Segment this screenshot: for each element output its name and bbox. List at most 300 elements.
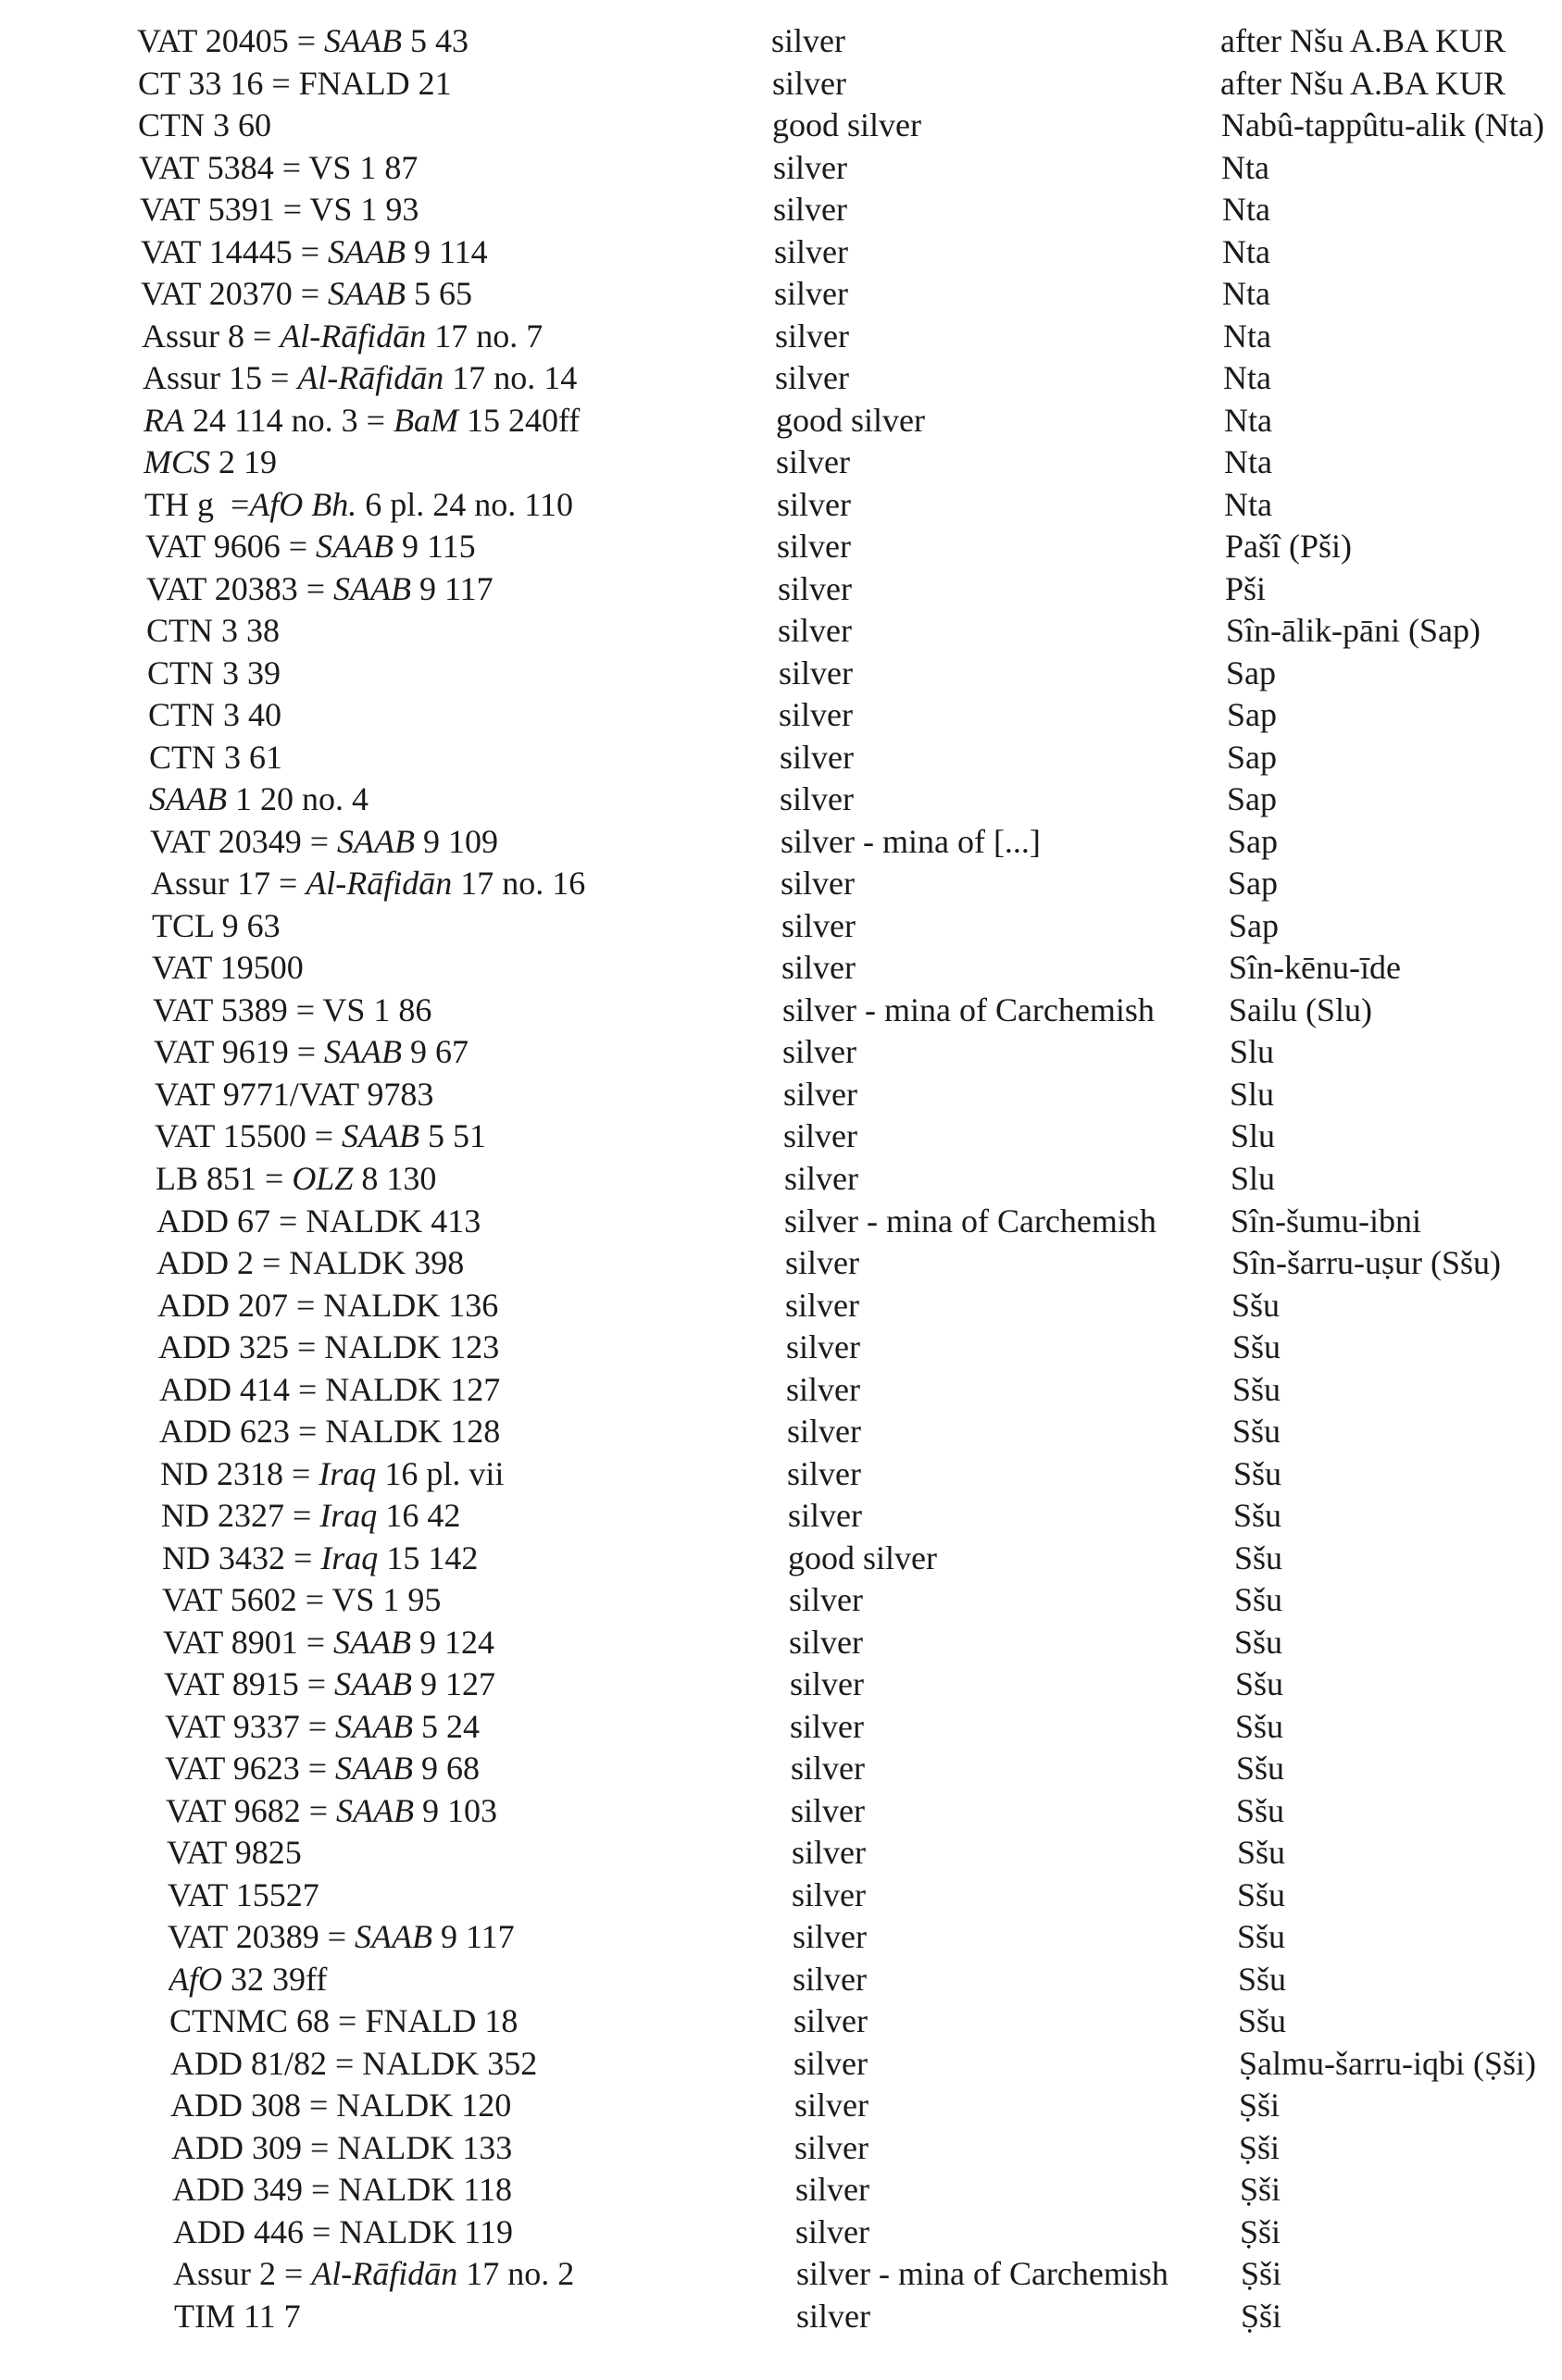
source-cell bbox=[165, 1706, 868, 1747]
eponym-cell: Nabû-tappûtu-alik (Nta) bbox=[1221, 106, 1544, 143]
eponym-cell: Sailu (Slu) bbox=[1229, 991, 1373, 1028]
metal-cell: silver bbox=[789, 1581, 863, 1618]
metal-cell: silver - mina of Carchemish bbox=[782, 991, 1155, 1028]
table-row bbox=[0, 1411, 1562, 1452]
source-text: 17 no. 7 bbox=[426, 318, 544, 355]
eponym-cell: Sap bbox=[1228, 823, 1278, 860]
source-text: VAT 9337 = bbox=[165, 1708, 336, 1745]
source-text: 9 124 bbox=[411, 1624, 494, 1661]
eponym-cell: Nta bbox=[1224, 486, 1272, 523]
metal-cell: silver bbox=[773, 149, 847, 186]
source-text: 5 43 bbox=[402, 22, 469, 59]
source-text: CTN 3 60 bbox=[138, 106, 271, 143]
metal-cell: silver bbox=[783, 1117, 857, 1154]
metal-cell: good silver bbox=[776, 402, 925, 439]
eponym-cell: Sšu bbox=[1232, 1328, 1281, 1365]
eponym-cell: Sšu bbox=[1237, 1834, 1286, 1871]
source-text: ADD 349 = NALDK 118 bbox=[172, 2171, 512, 2208]
source-cell bbox=[154, 1031, 857, 1072]
source-cell bbox=[153, 990, 856, 1030]
source-publication-italic: SAAB bbox=[324, 22, 402, 59]
metal-cell: silver bbox=[787, 1455, 861, 1492]
table-row bbox=[0, 1579, 1562, 1620]
source-text: VAT 15500 = bbox=[155, 1117, 343, 1154]
source-cell bbox=[164, 1664, 868, 1704]
metal-cell: silver bbox=[795, 2213, 869, 2250]
metal-cell: silver bbox=[793, 1918, 867, 1955]
metal-cell: silver bbox=[786, 1328, 860, 1365]
source-publication-italic: RA bbox=[144, 402, 184, 439]
table-row bbox=[0, 1158, 1562, 1199]
source-cell bbox=[166, 1790, 869, 1831]
eponym-cell: Slu bbox=[1230, 1033, 1275, 1070]
source-text: Assur 17 = bbox=[151, 865, 306, 902]
source-text: ADD 81/82 = NALDK 352 bbox=[170, 2045, 538, 2082]
table-row bbox=[0, 1916, 1562, 1957]
source-cell bbox=[152, 905, 856, 946]
source-text: 16 pl. vii bbox=[376, 1455, 505, 1492]
source-text: TCL 9 63 bbox=[152, 907, 281, 944]
eponym-cell: Sîn-ālik-pāni (Sap) bbox=[1226, 612, 1481, 649]
source-text: VAT 9682 = bbox=[166, 1792, 337, 1829]
source-text: ADD 325 = NALDK 123 bbox=[158, 1328, 500, 1365]
eponym-cell: Nta bbox=[1221, 149, 1269, 186]
source-cell bbox=[143, 357, 846, 398]
source-text: VAT 20405 = bbox=[137, 22, 325, 59]
eponym-cell: Pši bbox=[1225, 570, 1267, 607]
source-text: 17 no. 16 bbox=[452, 865, 586, 902]
source-text: CTNMC 68 = FNALD 18 bbox=[169, 2002, 519, 2039]
source-cell bbox=[156, 1158, 859, 1199]
metal-cell: silver bbox=[785, 1287, 859, 1324]
source-text: 16 42 bbox=[377, 1497, 461, 1534]
eponym-cell: Slu bbox=[1231, 1160, 1276, 1197]
table-row bbox=[0, 189, 1562, 230]
source-publication-italic: SAAB bbox=[333, 570, 411, 607]
source-publication-italic: Al-Rāfidān bbox=[311, 2255, 458, 2292]
eponym-cell: Ṣši bbox=[1240, 2213, 1281, 2250]
eponym-cell: Sap bbox=[1228, 865, 1278, 902]
eponym-cell: Nta bbox=[1222, 191, 1270, 228]
table-row bbox=[0, 2212, 1562, 2252]
source-cell bbox=[137, 20, 841, 61]
table-row bbox=[0, 442, 1562, 482]
source-text: VAT 14445 = bbox=[141, 233, 329, 270]
metal-cell: silver bbox=[781, 949, 856, 986]
source-cell bbox=[146, 610, 850, 651]
source-cell bbox=[168, 1875, 871, 1915]
source-text: 1 20 no. 4 bbox=[226, 780, 369, 817]
source-publication-italic: SAAB bbox=[334, 1665, 412, 1702]
eponym-cell: Sap bbox=[1227, 739, 1277, 776]
source-publication-italic: OLZ bbox=[292, 1160, 354, 1197]
eponym-cell: Sšu bbox=[1234, 1624, 1283, 1661]
source-text: VAT 9825 bbox=[167, 1834, 302, 1871]
table-row bbox=[0, 1706, 1562, 1747]
source-cell bbox=[149, 737, 853, 778]
source-cell bbox=[151, 863, 855, 903]
table-row bbox=[0, 568, 1562, 609]
source-publication-italic: Iraq bbox=[320, 1539, 379, 1576]
source-text: 5 65 bbox=[406, 275, 472, 312]
eponym-cell: Sšu bbox=[1236, 1792, 1285, 1829]
eponym-cell: Nta bbox=[1224, 402, 1272, 439]
table-row bbox=[0, 737, 1562, 778]
table-row bbox=[0, 2043, 1562, 2084]
source-cell bbox=[173, 2253, 877, 2294]
table-row bbox=[0, 1327, 1562, 1367]
table-row bbox=[0, 484, 1562, 525]
source-text: 9 127 bbox=[412, 1665, 495, 1702]
source-cell bbox=[140, 189, 843, 230]
source-cell bbox=[165, 1748, 868, 1788]
eponym-cell: Nta bbox=[1222, 275, 1270, 312]
source-text: ND 3432 = bbox=[162, 1539, 321, 1576]
source-cell bbox=[138, 105, 842, 145]
table-row bbox=[0, 1875, 1562, 1915]
eponym-cell: Sîn-kēnu-īde bbox=[1229, 949, 1401, 986]
source-text: VAT 5602 = VS 1 95 bbox=[162, 1581, 442, 1618]
table-row bbox=[0, 147, 1562, 188]
eponym-cell: Sap bbox=[1227, 696, 1277, 733]
table-row bbox=[0, 821, 1562, 862]
source-cell bbox=[172, 2169, 876, 2210]
table-row bbox=[0, 1369, 1562, 1410]
table-row bbox=[0, 2169, 1562, 2210]
source-cell bbox=[142, 316, 845, 356]
eponym-cell: Sšu bbox=[1233, 1455, 1282, 1492]
source-publication-italic: Iraq bbox=[319, 1497, 378, 1534]
metal-cell: silver bbox=[794, 2129, 868, 2166]
source-cell bbox=[155, 1115, 858, 1156]
source-text: 6 pl. 24 no. 110 bbox=[356, 486, 573, 523]
metal-cell: silver bbox=[785, 1244, 859, 1281]
eponym-cell: Ṣalmu-šarru-iqbi (Ṣši) bbox=[1239, 2045, 1536, 2082]
eponym-cell: Sšu bbox=[1235, 1708, 1284, 1745]
source-cell bbox=[174, 2296, 878, 2336]
metal-cell: silver bbox=[790, 1665, 864, 1702]
metal-cell: silver bbox=[780, 739, 854, 776]
metal-cell: silver bbox=[781, 865, 855, 902]
source-publication-italic: MCS bbox=[144, 443, 210, 480]
source-text: 15 142 bbox=[378, 1539, 479, 1576]
table-row bbox=[0, 1832, 1562, 1873]
metal-cell: silver bbox=[775, 359, 849, 396]
eponym-cell: Ṣši bbox=[1241, 2255, 1282, 2292]
source-text: 2 19 bbox=[210, 443, 277, 480]
source-text: ADD 623 = NALDK 128 bbox=[159, 1413, 501, 1450]
source-cell bbox=[159, 1411, 863, 1452]
eponym-cell: Sšu bbox=[1234, 1581, 1283, 1618]
source-text: VAT 20389 = bbox=[168, 1918, 356, 1955]
source-publication-italic: Al-Rāfidān bbox=[297, 359, 444, 396]
source-cell bbox=[141, 273, 844, 314]
source-text: CTN 3 38 bbox=[146, 612, 280, 649]
source-cell bbox=[158, 1327, 862, 1367]
source-cell bbox=[148, 694, 852, 735]
source-cell bbox=[161, 1495, 865, 1536]
table-row bbox=[0, 1790, 1562, 1831]
source-text: 9 114 bbox=[406, 233, 488, 270]
source-text: VAT 5384 = VS 1 87 bbox=[139, 149, 419, 186]
source-text: VAT 8915 = bbox=[164, 1665, 335, 1702]
source-cell bbox=[157, 1285, 861, 1326]
eponym-cell: Sap bbox=[1229, 907, 1279, 944]
metal-cell: silver bbox=[795, 2171, 869, 2208]
eponym-cell: Nta bbox=[1222, 233, 1270, 270]
metal-cell: silver bbox=[771, 22, 845, 59]
source-cell bbox=[145, 526, 849, 567]
source-publication-italic: SAAB bbox=[324, 1033, 402, 1070]
source-text: 17 no. 14 bbox=[444, 359, 578, 396]
source-text: 15 240ff bbox=[457, 402, 581, 439]
source-cell bbox=[163, 1622, 867, 1663]
source-text: LB 851 = bbox=[156, 1160, 293, 1197]
source-cell bbox=[144, 400, 847, 441]
source-text: ND 2318 = bbox=[160, 1455, 319, 1492]
eponym-cell: Nta bbox=[1224, 443, 1272, 480]
metal-cell: silver - mina of Carchemish bbox=[784, 1202, 1156, 1240]
source-text: VAT 19500 bbox=[152, 949, 304, 986]
source-cell bbox=[138, 63, 842, 104]
source-cell bbox=[144, 442, 847, 482]
source-publication-italic: Iraq bbox=[319, 1455, 377, 1492]
source-text: VAT 15527 bbox=[168, 1876, 319, 1913]
table-row bbox=[0, 1959, 1562, 2000]
table-row bbox=[0, 2000, 1562, 2041]
eponym-cell: Pašî (Pši) bbox=[1225, 528, 1353, 565]
source-text: 9 68 bbox=[413, 1750, 480, 1787]
table-row bbox=[0, 316, 1562, 356]
eponym-cell: Sap bbox=[1227, 780, 1277, 817]
metal-cell: silver bbox=[791, 1792, 865, 1829]
source-text: ADD 67 = NALDK 413 bbox=[156, 1202, 481, 1240]
source-cell bbox=[149, 779, 853, 819]
source-text: VAT 9619 = bbox=[154, 1033, 325, 1070]
source-text: 24 114 no. 3 = bbox=[183, 402, 394, 439]
table-row bbox=[0, 905, 1562, 946]
source-text: 5 51 bbox=[419, 1117, 486, 1154]
table-row bbox=[0, 105, 1562, 145]
source-text: 9 117 bbox=[432, 1918, 515, 1955]
table-row bbox=[0, 779, 1562, 819]
metal-cell: silver bbox=[783, 1076, 857, 1113]
source-text: ADD 207 = NALDK 136 bbox=[157, 1287, 499, 1324]
eponym-cell: Nta bbox=[1223, 359, 1271, 396]
eponym-cell: Sšu bbox=[1237, 1918, 1286, 1955]
metal-cell: silver bbox=[786, 1371, 860, 1408]
metal-cell: silver - mina of Carchemish bbox=[796, 2255, 1168, 2292]
table-row bbox=[0, 400, 1562, 441]
source-cell bbox=[162, 1538, 866, 1578]
metal-cell: silver bbox=[772, 65, 846, 102]
table-row bbox=[0, 1538, 1562, 1578]
metal-cell: good silver bbox=[788, 1539, 937, 1576]
metal-cell: silver bbox=[774, 233, 848, 270]
source-text: VAT 8901 = bbox=[163, 1624, 334, 1661]
table-row bbox=[0, 1115, 1562, 1156]
source-cell bbox=[141, 231, 844, 272]
source-publication-italic: Al-Rāfidān bbox=[306, 865, 453, 902]
source-text: CTN 3 40 bbox=[148, 696, 281, 733]
source-publication-italic: SAAB bbox=[355, 1918, 432, 1955]
table-row bbox=[0, 990, 1562, 1030]
table-row bbox=[0, 1748, 1562, 1788]
metal-cell: silver bbox=[775, 318, 849, 355]
eponym-cell: Ṣši bbox=[1239, 2129, 1281, 2166]
eponym-cell: Sîn-šarru-uṣur (Sšu) bbox=[1231, 1244, 1501, 1281]
source-cell bbox=[156, 1242, 860, 1283]
table-row bbox=[0, 1242, 1562, 1283]
table-row bbox=[0, 653, 1562, 693]
eponym-cell: Sšu bbox=[1233, 1497, 1282, 1534]
eponym-cell: Sšu bbox=[1231, 1287, 1281, 1324]
source-text: 5 24 bbox=[413, 1708, 480, 1745]
table-row bbox=[0, 1031, 1562, 1072]
source-text: ADD 2 = NALDK 398 bbox=[156, 1244, 465, 1281]
eponym-cell: Sšu bbox=[1235, 1665, 1284, 1702]
table-row bbox=[0, 231, 1562, 272]
eponym-cell: Sšu bbox=[1238, 2002, 1287, 2039]
eponym-cell: Sšu bbox=[1234, 1539, 1283, 1576]
metal-cell: silver bbox=[793, 1961, 867, 1998]
table-row bbox=[0, 2253, 1562, 2294]
eponym-cell: Sšu bbox=[1238, 1961, 1287, 1998]
source-text: ADD 308 = NALDK 120 bbox=[170, 2087, 512, 2124]
source-cell bbox=[146, 568, 850, 609]
source-text: 9 117 bbox=[411, 570, 494, 607]
table-row bbox=[0, 20, 1562, 61]
source-cell bbox=[169, 2000, 873, 2041]
metal-cell: silver bbox=[796, 2298, 870, 2335]
eponym-cell: Sap bbox=[1226, 654, 1276, 692]
source-publication-italic: Al-Rāfidān bbox=[280, 318, 427, 355]
metal-cell: silver bbox=[773, 191, 847, 228]
source-cell bbox=[168, 1916, 871, 1957]
source-publication-italic: SAAB bbox=[335, 1708, 413, 1745]
source-text: VAT 9771/VAT 9783 bbox=[155, 1076, 434, 1113]
source-cell bbox=[144, 484, 848, 525]
source-text: ADD 309 = NALDK 133 bbox=[171, 2129, 513, 2166]
source-text: CT 33 16 = FNALD 21 bbox=[138, 65, 452, 102]
source-text: VAT 20349 = bbox=[150, 823, 338, 860]
table-row bbox=[0, 610, 1562, 651]
source-text: CTN 3 39 bbox=[147, 654, 281, 692]
source-publication-italic: SAAB bbox=[335, 1750, 413, 1787]
metal-cell: silver bbox=[788, 1497, 862, 1534]
eponym-cell: after Nšu A.BA KUR bbox=[1220, 65, 1506, 102]
source-cell bbox=[159, 1369, 863, 1410]
source-publication-italic: AfO Bh. bbox=[249, 486, 357, 523]
table-row bbox=[0, 63, 1562, 104]
table-row bbox=[0, 1664, 1562, 1704]
source-cell bbox=[155, 1074, 858, 1115]
source-text: VAT 9606 = bbox=[145, 528, 317, 565]
metal-cell: silver bbox=[782, 1033, 856, 1070]
source-cell bbox=[162, 1579, 866, 1620]
source-text: ADD 414 = NALDK 127 bbox=[159, 1371, 501, 1408]
source-cell bbox=[156, 1201, 860, 1241]
eponym-cell: Ṣši bbox=[1239, 2087, 1281, 2124]
metal-cell: silver bbox=[779, 654, 853, 692]
source-cell bbox=[167, 1832, 870, 1873]
source-text: 8 130 bbox=[353, 1160, 437, 1197]
source-cell bbox=[169, 1959, 872, 2000]
source-publication-italic: AfO bbox=[169, 1961, 222, 1998]
metal-cell: silver bbox=[790, 1708, 864, 1745]
metal-cell: silver bbox=[789, 1624, 863, 1661]
eponym-cell: Sšu bbox=[1232, 1413, 1281, 1450]
eponym-cell: Slu bbox=[1230, 1076, 1275, 1113]
source-cell bbox=[160, 1453, 864, 1494]
table-row bbox=[0, 2296, 1562, 2336]
source-text: VAT 20383 = bbox=[146, 570, 334, 607]
source-text: 9 103 bbox=[414, 1792, 497, 1829]
eponym-cell: Sšu bbox=[1237, 1876, 1286, 1913]
metal-cell: silver bbox=[777, 528, 851, 565]
source-cell bbox=[139, 147, 843, 188]
source-text: TIM 11 7 bbox=[174, 2298, 301, 2335]
metal-cell: silver bbox=[794, 2087, 868, 2124]
source-cell bbox=[170, 2085, 874, 2125]
source-text: Assur 15 = bbox=[143, 359, 298, 396]
table-row bbox=[0, 1495, 1562, 1536]
source-text: VAT 20370 = bbox=[141, 275, 329, 312]
eponym-cell: Sšu bbox=[1232, 1371, 1281, 1408]
table-row bbox=[0, 357, 1562, 398]
metal-cell: silver bbox=[776, 443, 850, 480]
table-row bbox=[0, 863, 1562, 903]
metal-cell: silver bbox=[793, 2045, 868, 2082]
table-row bbox=[0, 273, 1562, 314]
source-text: CTN 3 61 bbox=[149, 739, 282, 776]
metal-cell: silver bbox=[784, 1160, 858, 1197]
source-cell bbox=[147, 653, 851, 693]
source-text: VAT 5389 = VS 1 86 bbox=[153, 991, 432, 1028]
eponym-cell: Ṣši bbox=[1240, 2171, 1281, 2208]
metal-cell: silver bbox=[792, 1834, 866, 1871]
metal-cell: silver bbox=[781, 907, 856, 944]
metal-cell: silver bbox=[778, 570, 852, 607]
source-text: TH g = bbox=[144, 486, 250, 523]
source-cell bbox=[170, 2043, 874, 2084]
eponym-cell: Sšu bbox=[1236, 1750, 1285, 1787]
source-publication-italic: SAAB bbox=[328, 275, 406, 312]
source-text: 9 109 bbox=[415, 823, 498, 860]
eponym-cell: Sîn-šumu-ibni bbox=[1231, 1202, 1422, 1240]
metal-cell: silver bbox=[791, 1750, 865, 1787]
eponym-cell: after Nšu A.BA KUR bbox=[1220, 22, 1506, 59]
metal-cell: good silver bbox=[772, 106, 921, 143]
source-text: Assur 8 = bbox=[142, 318, 281, 355]
source-text: VAT 9623 = bbox=[165, 1750, 336, 1787]
source-text: 32 39ff bbox=[222, 1961, 328, 1998]
source-text: VAT 5391 = VS 1 93 bbox=[140, 191, 419, 228]
metal-cell: silver bbox=[780, 780, 854, 817]
table-row bbox=[0, 1285, 1562, 1326]
metal-cell: silver bbox=[778, 612, 852, 649]
metal-cell: silver bbox=[792, 1876, 866, 1913]
source-text: ADD 446 = NALDK 119 bbox=[173, 2213, 513, 2250]
table-row bbox=[0, 2127, 1562, 2168]
metal-cell: silver - mina of [...] bbox=[781, 823, 1041, 860]
source-publication-italic: SAAB bbox=[316, 528, 394, 565]
source-publication-italic: SAAB bbox=[149, 780, 227, 817]
source-cell bbox=[173, 2212, 877, 2252]
metal-cell: silver bbox=[777, 486, 851, 523]
metal-cell: silver bbox=[787, 1413, 861, 1450]
source-publication-italic: SAAB bbox=[337, 823, 415, 860]
